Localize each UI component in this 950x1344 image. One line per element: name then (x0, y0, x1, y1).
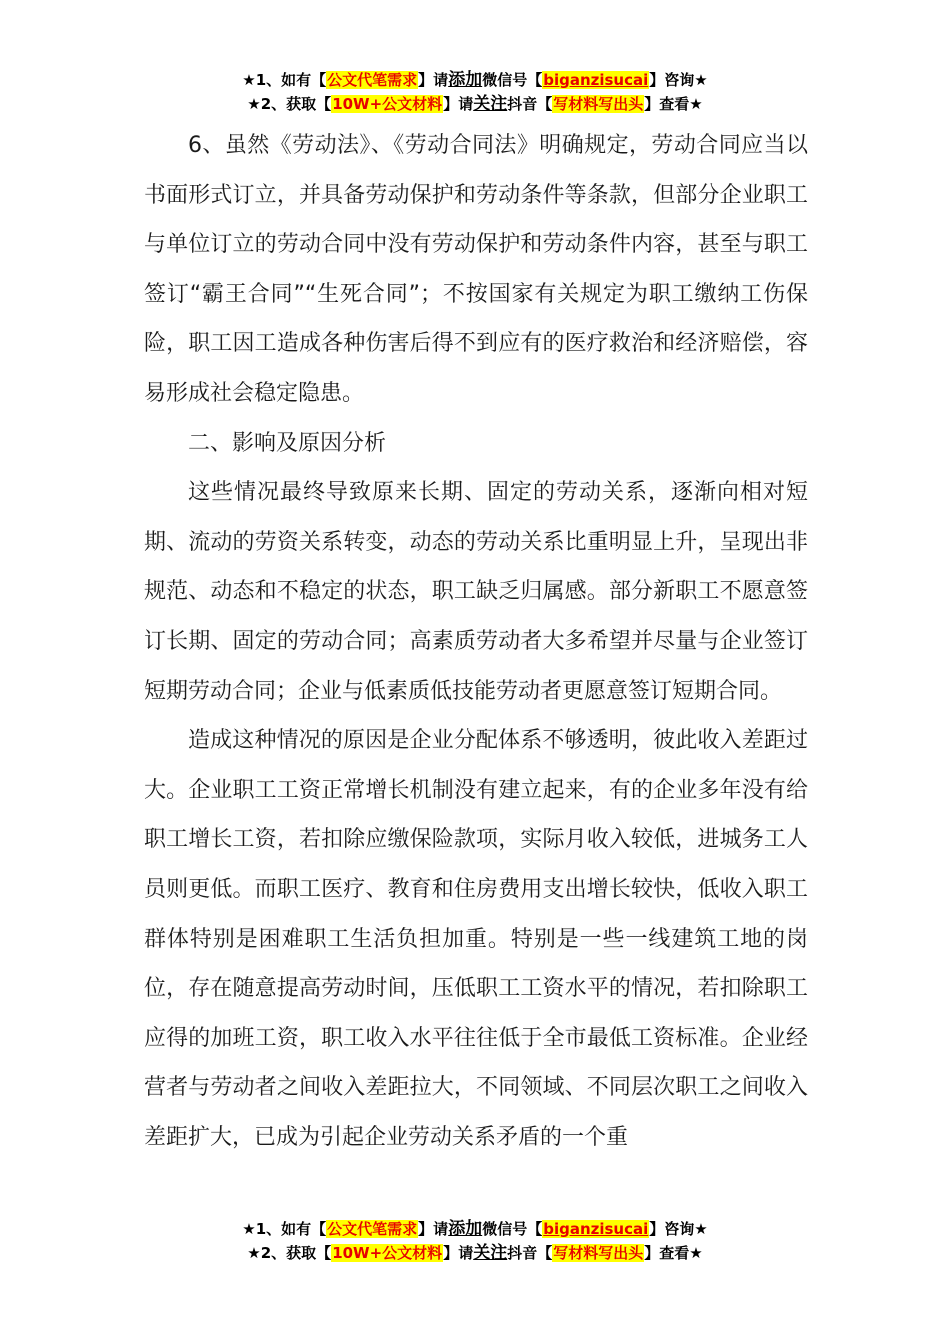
banner-highlight-service: 公文代笔需求 (327, 1220, 418, 1238)
banner-text: 微信号【 (482, 71, 543, 89)
banner-line-1 (0, 68, 950, 92)
paragraph-labor-contract: 6、虽然《劳动法》、《劳动合同法》明确规定，劳动合同应当以书面形式订立，并具备劳动保护和劳动条件等条款，但部分企业职工与单位订立的劳动合同中没有劳动保护和劳动条件内容，甚至与职工签订“霸王合同”“生死合同”；不按国家有关规定为职工缴纳工伤保险，职工因工造成各种伤害后得不到应有的医疗救治和经济赔偿，容易形成社会稳定隐患。 (144, 133, 808, 406)
banner-text: 】咨询★ (649, 71, 708, 89)
banner-text: ★2、获取【 (247, 95, 332, 113)
banner-text: 抖音【 (507, 95, 553, 113)
banner-text: ★2、获取【 (247, 1244, 332, 1262)
banner-highlight-douyin: 写材料写出头 (553, 1244, 644, 1262)
banner-text: 】请 (443, 1244, 474, 1262)
banner-text: 】查看★ (644, 95, 703, 113)
banner-text: 】请 (418, 1220, 449, 1238)
banner-text: 微信号【 (482, 1220, 543, 1238)
section-heading-analysis: 二、影响及原因分析 (188, 430, 387, 456)
banner-highlight-materials: 10W+公文材料 (332, 95, 443, 113)
banner-emphasis: 关注 (473, 94, 508, 114)
banner-text: 】请 (443, 95, 474, 113)
banner-text: 】咨询★ (649, 1220, 708, 1238)
header-banner (0, 68, 950, 116)
banner-highlight-service: 公文代笔需求 (327, 71, 418, 89)
banner-text: 抖音【 (507, 1244, 553, 1262)
banner-highlight-wechat-id: biganzisucai (543, 71, 649, 89)
banner-highlight-wechat-id: biganzisucai (543, 1220, 649, 1238)
banner-text: 】请 (418, 71, 449, 89)
banner-highlight-douyin: 写材料写出头 (553, 95, 644, 113)
paragraph-causes: 造成这种情况的原因是企业分配体系不够透明，彼此收入差距过大。企业职工工资正常增长机制没有建立起来，有的企业多年没有给职工增长工资，若扣除应缴保险款项，实际月收入较低，进城务工人员则更低。而职工医疗、教育和住房费用支出增长较快，低收入职工群体特别是困难职工生活负担加重。特别是一些一线建筑工地的岗位，存在随意提高劳动时间，压低职工工资水平的情况，若扣除职工应得的加班工资，职工收入水平往往低于全市最低工资标准。企业经营者与劳动者之间收入差距拉大，不同领域、不同层次职工之间收入差距扩大，已成为引起企业劳动关系矛盾的一个重 (144, 728, 808, 1150)
banner-line-1 (0, 1217, 950, 1241)
footer-banner (0, 1217, 950, 1265)
paragraph-labor-relations: 这些情况最终导致原来长期、固定的劳动关系，逐渐向相对短期、流动的劳资关系转变，动态的劳动关系比重明显上升，呈现出非规范、动态和不稳定的状态，职工缺乏归属感。部分新职工不愿意签订长期、固定的劳动合同；高素质劳动者大多希望并尽量与企业签订短期劳动合同；企业与低素质低技能劳动者更愿意签订短期合同。 (144, 480, 808, 704)
banner-emphasis: 关注 (473, 1243, 508, 1263)
banner-line-2 (0, 1241, 950, 1265)
document-body (144, 121, 808, 1162)
banner-line-2 (0, 92, 950, 116)
banner-highlight-materials: 10W+公文材料 (332, 1244, 443, 1262)
banner-text: ★1、如有【 (242, 1220, 327, 1238)
banner-text: ★1、如有【 (242, 71, 327, 89)
banner-text: 】查看★ (644, 1244, 703, 1262)
banner-emphasis: 添加 (448, 70, 483, 90)
banner-emphasis: 添加 (448, 1219, 483, 1239)
